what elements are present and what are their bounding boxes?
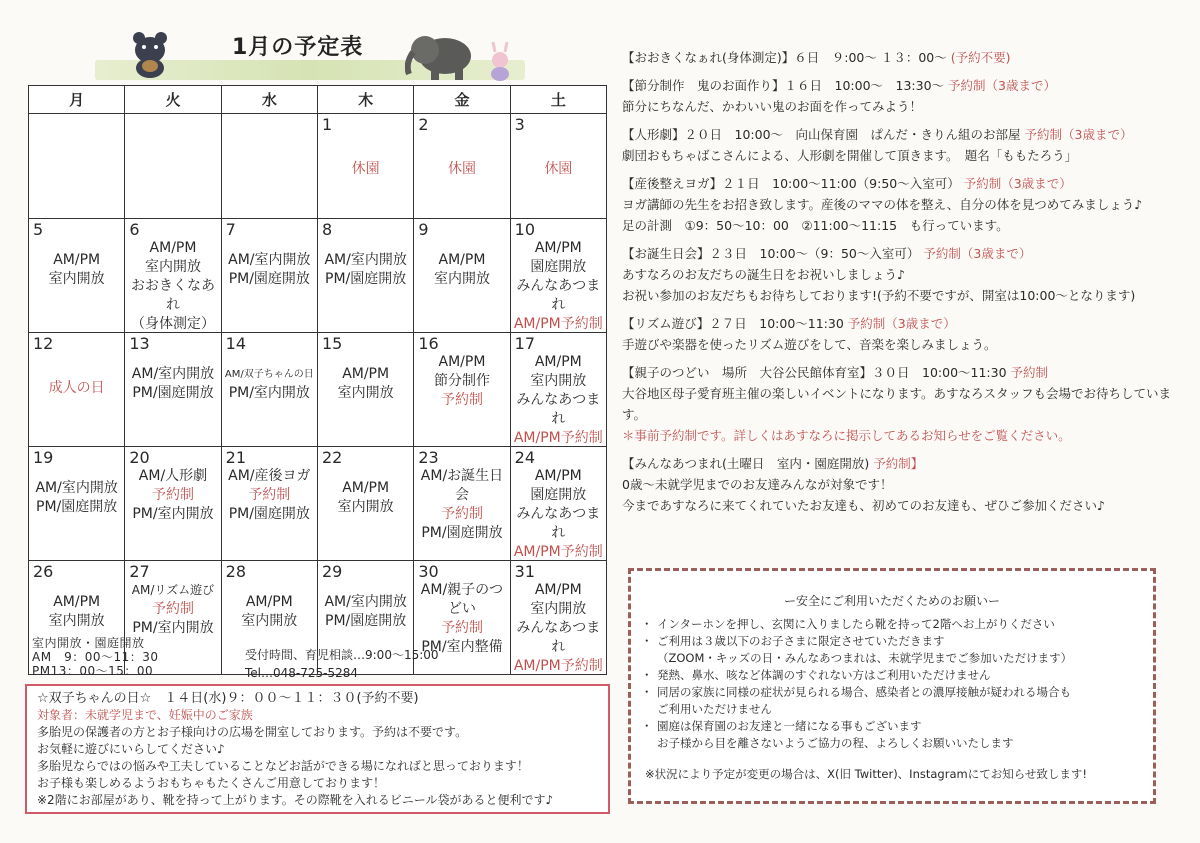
day-number: 19: [33, 448, 54, 467]
notice-line: （ZOOM・キッズの日・みんなあつまれは、未就学児までご参加いただけます）: [657, 651, 1073, 665]
calendar-day-cell: [510, 447, 606, 561]
cell-line: AM/室内開放: [324, 594, 407, 610]
notice-line: ・ 発熱、鼻水、咳など体調のすぐれない方はご利用いただけません: [657, 668, 991, 682]
cell-line: 予約制: [151, 487, 194, 503]
day-number: 3: [514, 115, 525, 134]
cell-line: AM/PM: [438, 252, 486, 268]
cell-line: 室内開放: [337, 385, 394, 401]
twins-day-box: [25, 684, 610, 814]
cell-line: AM/PM: [53, 252, 101, 268]
calendar-day-cell: [221, 219, 317, 333]
event-description: 大谷地区母子愛育班主催の楽しいイベントになります。あすなろスタッフも会場でお待ちしています。: [622, 386, 1172, 422]
event-description: 足の計測 ①9：50～10：00 ②11:00～11:15 も行っています。: [622, 218, 1009, 233]
cell-line: PM/園庭開放: [421, 525, 503, 541]
day-number: 8: [321, 220, 333, 239]
cell-content: [414, 353, 509, 410]
cell-content: [318, 353, 413, 403]
day-number: 20: [129, 448, 150, 467]
cell-line: AM/PM: [53, 594, 101, 610]
cell-line: 休園: [351, 161, 380, 177]
event-heading: [622, 313, 1192, 334]
event-description: 手遊びや楽器を使ったリズム遊びをして、音楽を楽しみましょう。: [622, 337, 997, 352]
event-reservation-tag: 予約制】: [873, 456, 924, 471]
notice-item: [645, 667, 1139, 684]
calendar-day-cell: [125, 333, 221, 447]
day-number: 27: [129, 562, 150, 581]
notice-line: ・ 園庭は保育園のお友達と一緒になる事もございます: [657, 719, 922, 733]
cell-line: PM/園庭開放: [228, 271, 310, 287]
event-heading: [622, 47, 1192, 68]
cell-content: [29, 239, 124, 289]
cell-line: PM/園庭開放: [132, 385, 214, 401]
weekday-header: 月: [29, 86, 125, 114]
cell-line: みんなあつまれ: [516, 506, 601, 541]
cell-line: PM/室内整備: [421, 639, 503, 655]
event-heading: [622, 362, 1192, 383]
calendar-day-cell: [125, 114, 221, 219]
event-reservation-tag: 予約制（3歳まで）: [963, 176, 1072, 191]
cell-line: 休園: [544, 161, 573, 177]
event-description: 節分にちなんだ、かわいい鬼のお面を作ってみよう！: [622, 99, 923, 114]
weekday-header: 木: [317, 86, 413, 114]
twins-line: 多胎児の保護者の方とお子様向けの広場を開室しております。予約は不要です。: [37, 725, 468, 739]
cell-content: [125, 353, 220, 403]
cell-line: AM/PM: [438, 354, 486, 370]
notice-line: ご利用いただけません: [657, 702, 772, 716]
day-number: 24: [514, 448, 535, 467]
cell-line: PM/室内開放: [132, 620, 214, 636]
notice-title: ー安全にご利用いただくためのお願いー: [783, 594, 1000, 608]
event-heading: [622, 75, 1192, 96]
day-number: 16: [418, 334, 439, 353]
cell-content: [414, 467, 509, 543]
cell-content: [318, 467, 413, 517]
calendar-day-cell: [317, 219, 413, 333]
cell-line: AM/PM予約制: [513, 430, 603, 446]
cell-line: AM/親子のつどい: [420, 582, 504, 617]
day-number: 23: [418, 448, 439, 467]
events-list: [622, 47, 1192, 523]
cell-line: AM/リズム遊び: [131, 583, 215, 597]
cell-line: PM/室内開放: [228, 385, 310, 401]
cell-content: [414, 134, 509, 179]
cell-content: [222, 581, 317, 631]
cell-line: PM/園庭開放: [325, 613, 407, 629]
cell-line: AM/室内開放: [131, 366, 215, 382]
notice-item: [645, 718, 1139, 752]
contact-info: [245, 646, 439, 682]
cell-line: PM/室内開放: [132, 506, 214, 522]
event-heading: [622, 453, 1192, 474]
cell-line: 室内開放: [48, 613, 105, 629]
calendar-table: [28, 85, 607, 675]
cell-line: 予約制: [440, 506, 483, 522]
event-heading: [622, 173, 1192, 194]
event-reservation-tag: (予約不要): [950, 50, 1011, 65]
cell-content: [125, 239, 220, 334]
open-hours: [32, 636, 159, 678]
calendar-day-cell: [510, 333, 606, 447]
calendar-day-cell: [510, 219, 606, 333]
cell-line: 園庭開放: [530, 487, 587, 503]
event-title: 【親子のつどい 場所 大谷公民館体育室】３０日 10:00～11:30: [622, 365, 1007, 380]
event-item: [622, 362, 1192, 446]
cell-line: 室内開放: [530, 373, 587, 389]
notice-item: [645, 684, 1139, 718]
day-number: 31: [514, 562, 535, 581]
calendar-day-cell: [29, 114, 125, 219]
event-title: 【人形劇】２０日 10:00～ 向山保育園 ぱんだ・きりん組のお部屋: [622, 127, 1021, 142]
cell-line: AM/PM予約制: [513, 544, 603, 560]
cell-line: 室内開放: [337, 499, 394, 515]
cell-line: 室内開放: [530, 601, 587, 617]
calendar-day-cell: [510, 561, 606, 675]
day-number: 21: [225, 448, 247, 467]
cell-line: AM/産後ヨガ: [228, 468, 311, 484]
cell-line: AM/PM: [534, 240, 582, 256]
cell-line: 節分制作: [433, 373, 490, 389]
cell-line: 室内開放: [241, 613, 298, 629]
reception-hours: 受付時間、育児相談…9:00～15:00: [245, 648, 439, 662]
twins-target: 対象者：未就学児まで、妊娠中のご家族: [37, 708, 253, 722]
twins-line: お気軽に遊びにいらしてください♪: [37, 742, 225, 756]
event-reservation-tag: 予約制（3歳まで）: [1024, 127, 1133, 142]
open-hours-title: 室内開放・園庭開放: [32, 636, 145, 650]
cell-line: 室内開放: [144, 259, 201, 275]
phone-number: Tel…048-725-5284: [245, 666, 359, 680]
event-note: ＊事前予約制です。詳しくはあすなろに掲示してあるお知らせをご覧ください。: [622, 428, 1071, 443]
cell-line: AM/PM: [342, 480, 390, 496]
cell-content: [318, 239, 413, 289]
day-number: 22: [321, 448, 343, 467]
cell-content: [222, 467, 317, 524]
cell-line: 予約制: [248, 487, 291, 503]
day-number: 10: [514, 220, 535, 239]
notice-note: ※状況により予定が変更の場合は、X(旧 Twitter)、Instagramにてお知らせ致します!: [645, 767, 1087, 781]
calendar-day-cell: [414, 333, 510, 447]
calendar-day-cell: [125, 447, 221, 561]
open-hours-pm: PM13：00～15：00: [32, 664, 154, 678]
event-item: [622, 243, 1192, 306]
cell-line: AM/PM予約制: [513, 658, 603, 674]
cell-line: PM/園庭開放: [228, 506, 310, 522]
calendar-day-cell: [29, 219, 125, 333]
twins-title: ☆双子ちゃんの日☆ １４日(水)９：００～１１：３０(予約不要): [37, 691, 419, 706]
cell-content: [318, 134, 413, 179]
calendar-day-cell: [221, 333, 317, 447]
event-item: [622, 313, 1192, 355]
day-number: 7: [225, 220, 236, 239]
event-item: [622, 453, 1192, 516]
day-number: 17: [514, 334, 535, 353]
cell-line: 予約制: [440, 620, 483, 636]
notice-line: ・ ご利用は３歳以下のお子さまに限定させていただきます: [657, 634, 945, 648]
calendar-day-cell: [510, 114, 606, 219]
calendar-day-cell: [317, 114, 413, 219]
event-title: 【おおきくなぁれ(身体測定)】６日 ９:00～ １３：00～: [622, 50, 947, 65]
cell-content: [414, 239, 509, 289]
twins-line: ※2階にお部屋があり、靴を持って上がります。その際靴を入れるビニール袋があると便利です♪: [37, 793, 554, 807]
cell-line: AM/PM: [534, 582, 582, 598]
cell-content: [125, 467, 220, 524]
day-number: 2: [418, 115, 429, 134]
event-description: 0歳～未就学児までのお友達みんなが対象です！: [622, 477, 893, 492]
notice-line: お子様から目を離さないようご協力の程、よろしくお願いいたします: [657, 736, 1014, 750]
cell-line: みんなあつまれ: [516, 392, 601, 427]
cell-line: 室内開放: [433, 271, 490, 287]
day-number: 30: [418, 562, 439, 581]
day-number: 15: [321, 334, 343, 353]
cell-line: 予約制: [151, 601, 194, 617]
event-reservation-tag: 予約制（3歳まで）: [923, 246, 1032, 261]
calendar-day-cell: [221, 114, 317, 219]
cell-line: AM/室内開放: [324, 252, 407, 268]
cell-content: [318, 581, 413, 631]
day-number: 28: [225, 562, 247, 581]
cell-content: [29, 353, 124, 398]
twins-line: 多胎児ならではの悩みや工夫していることなどお話ができる場になればと思っております！: [37, 759, 529, 773]
event-item: [622, 173, 1192, 236]
cell-content: [511, 467, 606, 562]
cell-content: [29, 581, 124, 631]
event-title: 【産後整えヨガ】２１日 10:00～11:00（9:50～入室可）: [622, 176, 960, 191]
cell-line: みんなあつまれ: [516, 278, 601, 313]
cell-content: [222, 353, 317, 403]
elephant-illustration-icon: [405, 30, 525, 82]
cell-content: [29, 467, 124, 517]
calendar-day-cell: [221, 447, 317, 561]
notice-item: [645, 616, 1139, 633]
event-title: 【節分制作 鬼のお面作り】１６日 10:00～ 13:30～: [622, 78, 945, 93]
cell-line: AM/PM: [534, 468, 582, 484]
event-reservation-tag: 予約制（3歳まで）: [847, 316, 956, 331]
cell-content: [511, 134, 606, 179]
safety-notice-box: [628, 568, 1156, 804]
day-number: 29: [321, 562, 343, 581]
event-title: 【みんなあつまれ(土曜日 室内・園庭開放): [622, 456, 870, 471]
cell-line: AM/双子ちゃんの日: [224, 369, 314, 380]
cell-line: 予約制: [440, 392, 483, 408]
calendar-day-cell: [317, 447, 413, 561]
cell-line: AM/PM: [245, 594, 293, 610]
event-reservation-tag: 予約制（3歳まで）: [948, 78, 1056, 93]
calendar-day-cell: [414, 219, 510, 333]
cell-content: [511, 353, 606, 448]
weekday-header: 土: [510, 86, 606, 114]
calendar-day-cell: [29, 333, 125, 447]
cell-content: [222, 239, 317, 289]
cell-content: [511, 581, 606, 676]
event-description: 劇団おもちゃばこさんによる、人形劇を開催して頂きます。 題名「ももたろう」: [622, 148, 1078, 163]
day-number: 1: [321, 115, 333, 134]
event-description: あすなろのお友だちの誕生日をお祝いしましょう♪: [622, 267, 905, 282]
event-title: 【リズム遊び】２７日 10:00～11:30: [622, 316, 844, 331]
weekday-header: 金: [414, 86, 510, 114]
cell-line: AM/室内開放: [35, 480, 118, 496]
notice-line: ・ インターホンを押し、玄関に入りましたら靴を持って2階へお上がりください: [657, 617, 1055, 631]
weekday-header: 水: [221, 86, 317, 114]
day-number: 14: [225, 334, 247, 353]
cell-line: PM/園庭開放: [36, 499, 118, 515]
open-hours-am: AM 9：00～11：30: [32, 650, 159, 664]
cell-content: [125, 581, 220, 638]
cell-line: 園庭開放: [530, 259, 587, 275]
calendar-day-cell: [29, 447, 125, 561]
weekday-header: 火: [125, 86, 221, 114]
event-reservation-tag: 予約制: [1010, 365, 1049, 380]
day-number: 6: [129, 220, 140, 239]
cell-line: PM/園庭開放: [325, 271, 407, 287]
calendar-day-cell: [414, 447, 510, 561]
page-title: 1月の予定表: [232, 35, 364, 60]
event-title: 【お誕生日会】２３日 10:00～（9：50～入室可）: [622, 246, 920, 261]
cell-line: AM/PM: [149, 240, 197, 256]
event-description: 今まであすなろに来てくれていたお友達も、初めてのお友達も、ぜひご参加ください♪: [622, 498, 1105, 513]
notice-item: [645, 633, 1139, 667]
cell-line: おおきくなあれ: [130, 278, 215, 313]
cell-line: AM/PM: [342, 366, 390, 382]
cell-line: 室内開放: [48, 271, 105, 287]
cell-line: AM/お誕生日会: [420, 468, 504, 503]
cell-line: 成人の日: [48, 380, 105, 396]
cell-content: [511, 239, 606, 334]
cell-line: 休園: [447, 161, 476, 177]
bear-illustration-icon: [125, 28, 175, 78]
event-description: ヨガ講師の先生をお招き致します。産後のママの体を整え、自分の体を見つめてみましょう♪: [622, 197, 1143, 212]
event-item: [622, 47, 1192, 68]
cell-line: みんなあつまれ: [516, 620, 601, 655]
event-item: [622, 75, 1192, 117]
day-number: 9: [418, 220, 429, 239]
event-heading: [622, 124, 1192, 145]
cell-line: AM/PM: [534, 354, 582, 370]
notice-line: ・ 同居の家族に同様の症状が見られる場合、感染者との濃厚接触が疑われる場合も: [657, 685, 1071, 699]
day-number: 13: [129, 334, 150, 353]
calendar-day-cell: [317, 333, 413, 447]
calendar-day-cell: [414, 114, 510, 219]
twins-line: お子様も楽しめるようおもちゃもたくさんご用意しております！: [37, 776, 386, 790]
cell-line: AM/人形劇: [138, 468, 208, 484]
day-number: 26: [33, 562, 54, 581]
cell-line: （身体測定）: [130, 316, 215, 332]
day-number: 5: [33, 220, 44, 239]
day-number: 12: [33, 334, 54, 353]
event-item: [622, 124, 1192, 166]
cell-line: AM/室内開放: [228, 252, 311, 268]
cell-line: AM/PM予約制: [513, 316, 603, 332]
event-description: お祝い参加のお友だちもお待ちしております!(予約不要ですが、開室は10:00～となります): [622, 288, 1136, 303]
event-heading: [622, 243, 1192, 264]
calendar-day-cell: [125, 219, 221, 333]
notice-list: [645, 616, 1139, 752]
